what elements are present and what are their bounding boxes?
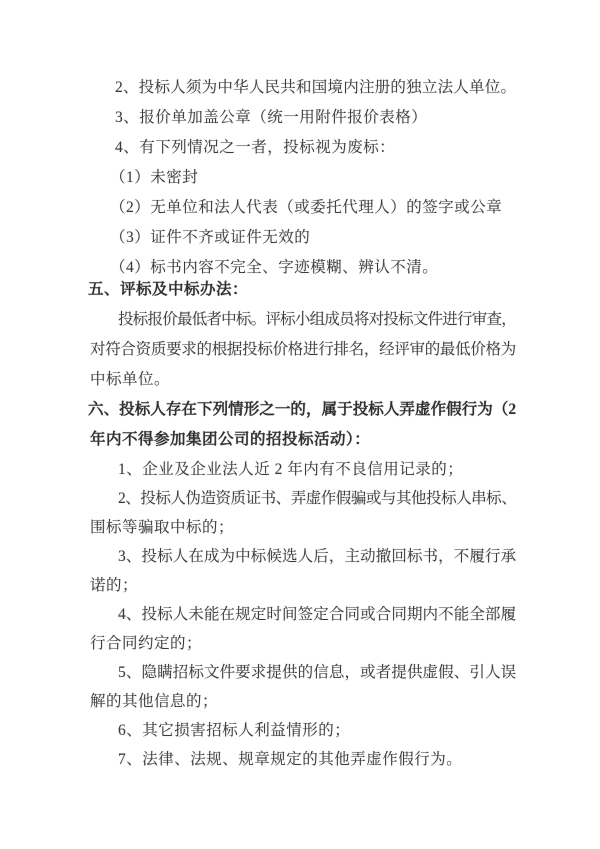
document-line (88, 542, 516, 571)
line-text: 3、报价单加盖公章（统一用附件报价表格） (115, 109, 428, 126)
line-text: 2、投标人须为中华人民共和国境内注册的独立法人单位。 (115, 79, 517, 96)
document-line (88, 305, 516, 335)
line-text: 围标等骗取中标的； (90, 519, 235, 536)
document-line (88, 223, 516, 253)
line-text: 行合同约定的； (90, 635, 203, 652)
document-line (88, 133, 516, 163)
document-line (88, 193, 516, 223)
document-line (88, 73, 516, 103)
line-text: 年内不得参加集团公司的招投标活动）： (90, 431, 371, 448)
document-line (88, 365, 516, 395)
line-text: 六、投标人存在下列情形之一的，属于投标人弄虚作假行为（2 (88, 401, 517, 418)
line-text: 对符合资质要求的根据投标价格进行排名，经评审的最低价格为 (90, 341, 517, 358)
line-text: 3、投标人在成为中标候选人后，主动撤回标书，不履行承 (118, 548, 517, 565)
document-line (88, 103, 516, 133)
document-line (88, 687, 516, 716)
line-text: （1）未密封 (110, 169, 199, 186)
line-text: 五、评标及中标办法： (88, 281, 249, 298)
document-line (88, 455, 516, 484)
document-line (88, 513, 516, 542)
document-line (88, 484, 516, 513)
document-line (88, 163, 516, 193)
line-text: （2）无单位和法人代表（或委托代理人）的签字或公章 (110, 199, 503, 216)
line-text: （4）标书内容不完全、字迹模糊、辨认不清。 (110, 259, 439, 276)
document-line (88, 745, 516, 774)
document-line (88, 600, 516, 629)
document-line (88, 335, 516, 365)
line-text: （3）证件不齐或证件无效的 (110, 229, 311, 246)
line-text: 5、隐瞒招标文件要求提供的信息，或者提供虚假、引人误 (118, 664, 517, 681)
line-text: 6、其它损害招标人利益情形的； (118, 722, 351, 739)
line-text: 诺的； (90, 577, 139, 594)
document-line (88, 658, 516, 687)
line-text: 1、企业及企业法人近 2 年内有不良信用记录的； (118, 461, 464, 478)
line-text: 中标单位。 (90, 371, 171, 388)
line-text: 解的其他信息的； (90, 693, 219, 710)
line-text: 2、投标人伪造资质证书、弄虚作假骗或与其他投标人串标、 (118, 490, 517, 507)
line-text: 7、法律、法规、规章规定的其他弄虚作假行为。 (118, 751, 463, 768)
line-text: 4、有下列情况之一者，投标视为废标： (115, 139, 396, 156)
document-line (88, 629, 516, 658)
document-heading-line (88, 425, 516, 455)
line-text: 4、投标人未能在规定时间签定合同或合同期内不能全部履 (118, 606, 517, 623)
document-line (88, 571, 516, 600)
document-heading-line (88, 395, 516, 425)
line-text: 投标报价最低者中标。评标小组成员将对投标文件进行审查， (118, 311, 517, 328)
document-line (88, 716, 516, 745)
document-content (88, 73, 516, 774)
